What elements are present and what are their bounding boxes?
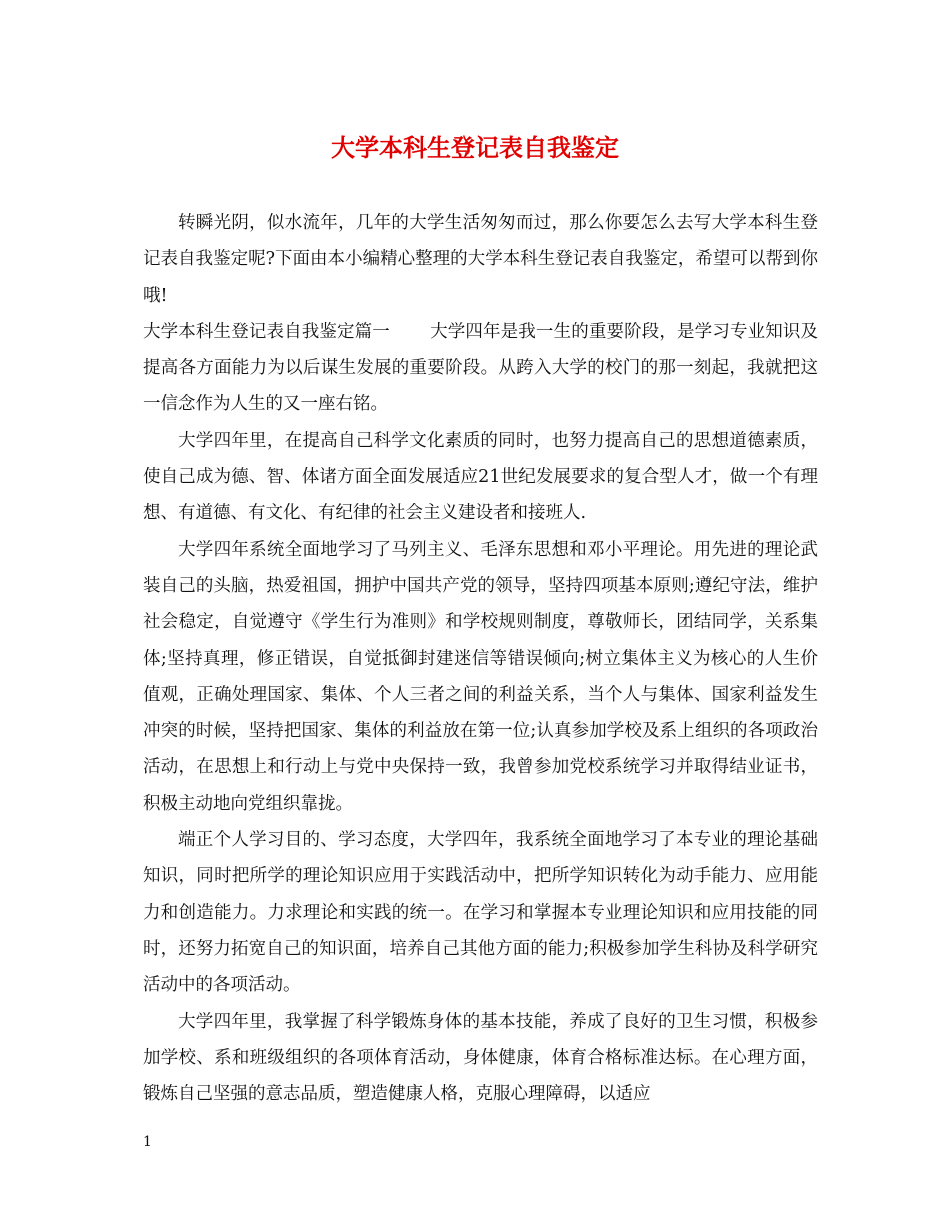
body-paragraph: 端正个人学习目的、学习态度，大学四年，我系统全面地学习了本专业的理论基础知识，同时把所学的理论知识应用于实践活动中，把所学知识转化为动手能力、应用能力和创造能力。力求理论和实践的统一。在学习和掌握本专业理论知识和应用技能的同时，还努力拓宽自己的知识面，培养自己其他方面的能力;积极参加学生科协及科学研究活动中的各项活动。 bbox=[143, 830, 818, 996]
body-paragraph: 大学四年系统全面地学习了马列主义、毛泽东思想和邓小平理论。用先进的理论武装自己的头脑，热爱祖国，拥护中国共产党的领导，坚持四项基本原则;遵纪守法，维护社会稳定，自觉遵守《学生行为准则》和学校规则制度，尊敬师长，团结同学，关系集体;坚持真理，修正错误，自觉抵御封建迷信等错误倾向;树立集体主义为核心的人生价值观，正确处理国家、集体、个人三者之间的利益关系，当个人与集体、国家利益发生冲突的时候，坚持把国家、集体的利益放在第一位;认真参加学校及系上组织的各项政治活动，在思想上和行动上与党中央保持一致，我曾参加党校系统学习并取得结业证书，积极主动地向党组织靠拢。 bbox=[143, 539, 818, 814]
body-paragraph: 大学四年里，我掌握了科学锻炼身体的基本技能，养成了良好的卫生习惯，积极参加学校、系和班级组织的各项体育活动，身体健康，体育合格标准达标。在心理方面，锻炼自己坚强的意志品质，塑造健康人格，克服心理障碍，以适应 bbox=[143, 1011, 818, 1105]
document-body bbox=[143, 205, 818, 1112]
section-heading: 大学本科生登记表自我鉴定篇一 bbox=[143, 321, 390, 342]
section-paragraph-text: 大学四年是我一生的重要阶段，是学习专业知识及提高各方面能力为以后谋生发展的重要阶段。从跨入大学的校门的那一刻起，我就把这一信念作为人生的又一座右铭。 bbox=[143, 321, 819, 415]
document-title: 大学本科生登记表自我鉴定 bbox=[331, 133, 619, 162]
section-paragraph bbox=[143, 314, 818, 423]
intro-paragraph: 转瞬光阴，似水流年，几年的大学生活匆匆而过，那么你要怎么去写大学本科生登记表自我鉴定呢?下面由本小编精心整理的大学本科生登记表自我鉴定，希望可以帮到你哦! bbox=[143, 213, 818, 306]
body-paragraph: 大学四年里，在提高自己科学文化素质的同时，也努力提高自己的思想道德素质，使自己成为德、智、体诸方面全面发展适应21世纪发展要求的复合型人才，做一个有理想、有道德、有文化、有纪律的社会主义建设者和接班人. bbox=[143, 430, 818, 524]
page-number: 1 bbox=[143, 1134, 152, 1150]
